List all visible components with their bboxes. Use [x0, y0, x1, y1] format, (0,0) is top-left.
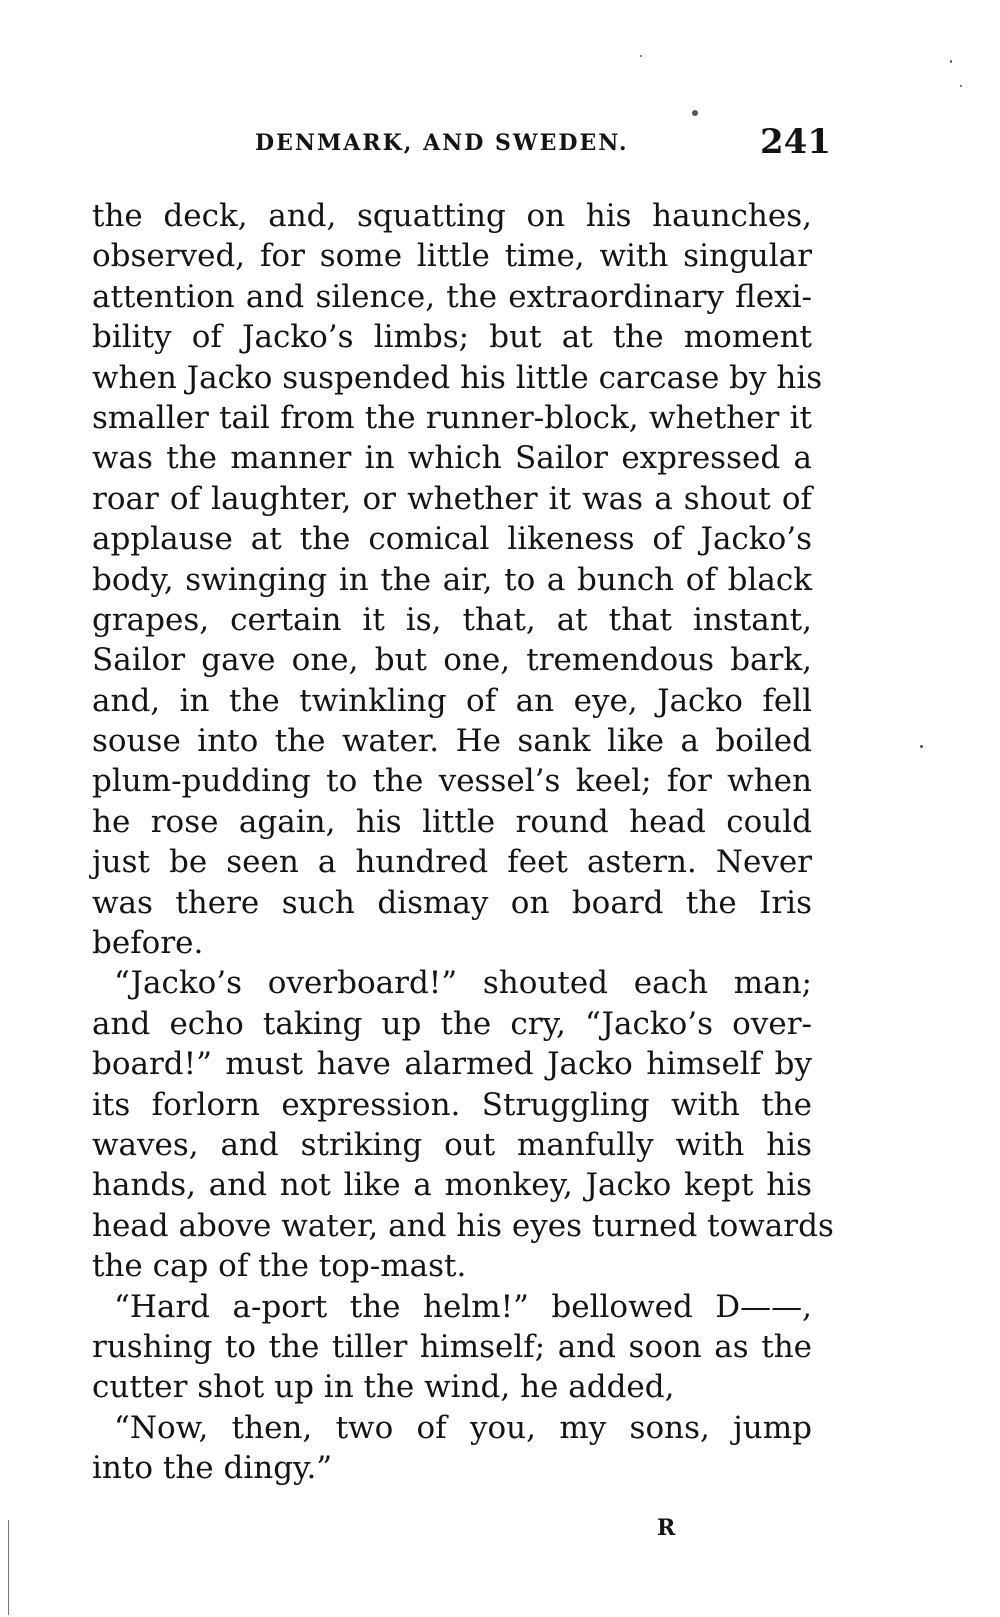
text-line: attention and silence, the extraordinary flexi-: [92, 278, 812, 315]
text-line: observed, for some little time, with singular: [92, 238, 812, 275]
text-line: head above water, and his eyes turned towards: [92, 1207, 834, 1244]
text-line: and echo taking up the cry, “Jacko’s over-: [92, 1005, 812, 1042]
text-line: Sailor gave one, but one, tremendous bark,: [92, 642, 812, 679]
text-line: the deck, and, squatting on his haunches,: [92, 198, 812, 234]
paper-speck: [920, 745, 923, 748]
text-line: into the dingy.”: [92, 1450, 333, 1487]
text-line: just be seen a hundred feet astern. Never: [92, 844, 812, 881]
text-line: he rose again, his little round head could: [92, 803, 812, 840]
text-line: plum-pudding to the vessel’s keel; for when: [92, 763, 812, 800]
text-line: “Now, then, two of you, my sons, jump: [114, 1409, 812, 1446]
paper-speck: [950, 60, 952, 63]
text-line: board!” must have alarmed Jacko himself by: [92, 1046, 812, 1083]
paper-speck: [960, 85, 962, 87]
page-number: 241: [760, 122, 831, 162]
scan-margin-line: [8, 1520, 9, 1615]
text-line: “Hard a-port the helm!” bellowed D——,: [114, 1288, 812, 1325]
text-line: when Jacko suspended his little carcase by his: [92, 359, 823, 396]
running-head: [255, 122, 831, 168]
text-line: souse into the water. He sank like a boiled: [92, 723, 812, 760]
body-text: [92, 196, 834, 1489]
paper-speck: [640, 55, 642, 57]
text-line: was there such dismay on board the Iris: [92, 884, 812, 921]
text-line: the cap of the top-mast.: [92, 1248, 467, 1285]
text-line: bility of Jacko’s limbs; but at the moment: [92, 319, 812, 356]
paper-speck: [692, 110, 698, 116]
text-line: rushing to the tiller himself; and soon as the: [92, 1328, 812, 1365]
text-line: and, in the twinkling of an eye, Jacko fell: [92, 682, 812, 719]
text-line: roar of laughter, or whether it was a shout of: [92, 480, 812, 517]
text-line: grapes, certain it is, that, at that instant,: [92, 601, 812, 638]
running-title: DENMARK, AND SWEDEN.: [255, 130, 629, 156]
text-line: waves, and striking out manfully with his: [92, 1126, 812, 1163]
text-line: was the manner in which Sailor expressed a: [92, 440, 812, 477]
text-line: “Jacko’s overboard!” shouted each man;: [114, 965, 812, 1002]
text-line: applause at the comical likeness of Jacko’s: [92, 521, 812, 558]
text-line: cutter shot up in the wind, he added,: [92, 1369, 675, 1406]
text-line: body, swinging in the air, to a bunch of black: [92, 561, 812, 598]
text-line: its forlorn expression. Struggling with the: [92, 1086, 812, 1123]
signature-mark: R: [657, 1515, 676, 1541]
text-line: hands, and not like a monkey, Jacko kept his: [92, 1167, 812, 1204]
text-line: smaller tail from the runner-block, whether it: [92, 399, 812, 436]
text-line: before.: [92, 925, 204, 962]
